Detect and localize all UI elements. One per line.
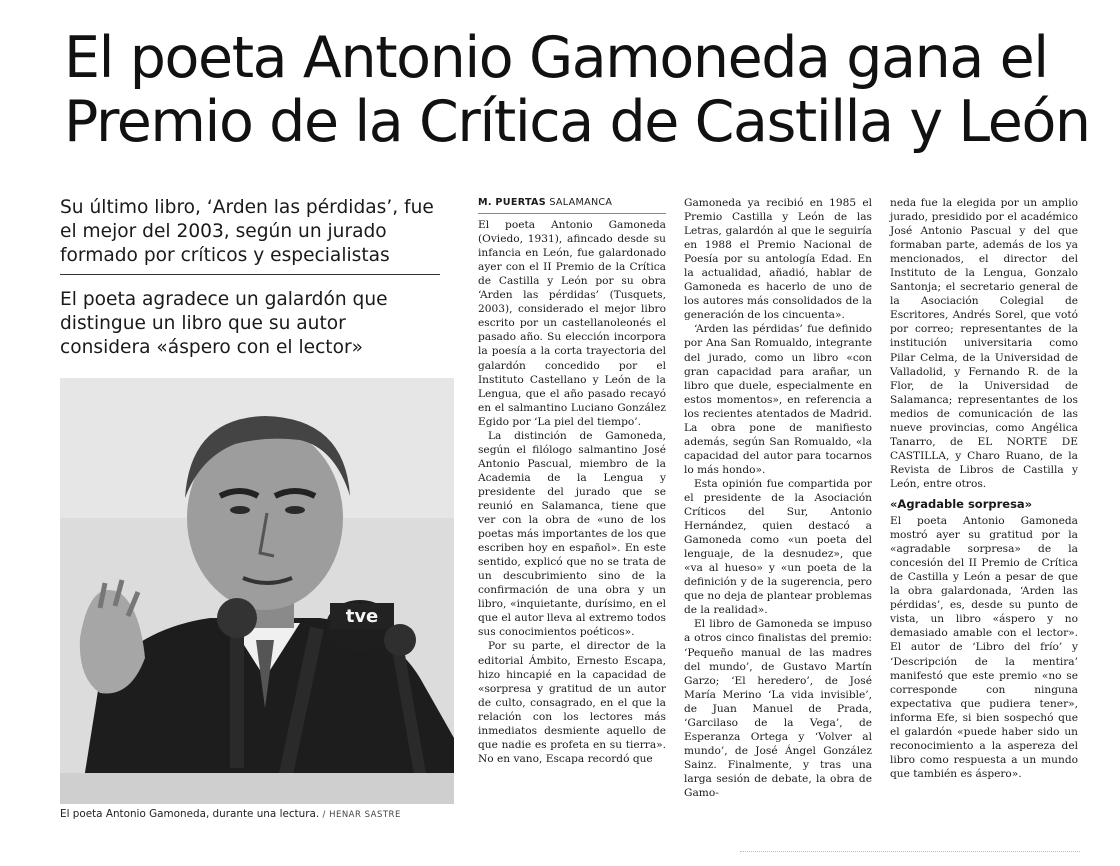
article-paragraph: Por su parte, el director de la editorial Ámbito, Ernesto Escapa, hizo hincapié en la capacidad de «sorpresa y gratitud de un autor de culto, consagrado, en el que la relación con los lectores más inmediatos desmiente aquello de que nadie es profeta en su tierra». No en vano, Escapa recordó que xyxy=(478,640,666,765)
headline-line-2: Premio de la Crítica de Castilla y León xyxy=(64,89,1090,155)
bottom-rule xyxy=(740,851,1080,853)
article-paragraph: neda fue la elegida por un amplio jurado, presidido por el académico José Antonio Pascual y del que formaban parte, además de los ya mencionados, el director del Instituto de la Lengua, Gonzalo Santonja; el secretario general de la Asociación Colegial de Escritores, Andrés Sorel, que votó por correo; representantes de la institución universitaria como Pilar Celma, de la Universidad de Valladolid, y Fernando R. de la Flor, de la Universidad de Salamanca; representantes de los medios de comunicación de las nueve provincias, como Angélica Tanarro, de EL NORTE DE CASTILLA, y Charo Ruano, de la Revista de Libros de Castilla y León, entre otros. xyxy=(890,197,1078,490)
byline-author: M. PUERTAS xyxy=(478,197,546,208)
photo-caption-text: El poeta Antonio Gamoneda, durante una lectura. xyxy=(60,808,320,820)
deck-secondary-line-2: distingue un libro que su autor xyxy=(60,313,346,334)
deck-secondary-line-1: El poeta agradece un galardón que xyxy=(60,289,388,310)
deck-primary-line-3: formado por críticos y especialistas xyxy=(60,245,390,266)
article-subhead: «Agradable sorpresa» xyxy=(890,496,1033,511)
deck-primary-line-2: el mejor del 2003, según un jurado xyxy=(60,221,387,242)
article-paragraph: La distinción de Gamoneda, según el filólogo salmantino José Antonio Pascual, miembro de la Academia de la Lengua y presidente del jurado que se reunió en Salamanca, tiene que ver con la obra de «uno de los poetas más importantes de los que escriben hoy en español». En este sentido, explicó que no se trata de un descubrimiento sino de la confirmación de una obra y un libro, «inquietante, durísimo, en el que el autor lleva al extremo todos sus conocimientos poéticos». xyxy=(478,429,666,639)
article-column-3 xyxy=(890,196,1078,781)
article-paragraph: El poeta Antonio Gamoneda (Oviedo, 1931), afincado desde su infancia en León, fue galardonado ayer con el II Premio de la Crítica de Castilla y León por su obra ‘Arden las pérdidas’ (Tusquets, 2003), considerado el mejor libro escrito por un castellanoleonés el pasado año. Su elección incorpora la poesía a la corta trayectoria del galardón concedido por el Instituto Castellano y León de la Lengua, que el año pasado recayó en el salmantino Luciano González Egido por ‘La piel del tiempo’. xyxy=(478,219,666,428)
article-column-2 xyxy=(684,196,872,800)
poet-photo xyxy=(60,378,454,804)
deck-secondary xyxy=(60,288,440,360)
deck-primary-line-1: Su último libro, ‘Arden las pérdidas’, fue xyxy=(60,197,434,218)
article-paragraph: Gamoneda ya recibió en 1985 el Premio Castilla y León de las Letras, galardón al que le seguiría en 1988 el Premio Nacional de Poesía por su antología Edad. En la actualidad, añadió, hablar de Gamoneda es hacerlo de uno de los autores más consolidados de la generación de los cincuenta». xyxy=(684,197,872,322)
article-paragraph: ‘Arden las pérdidas’ fue definido por Ana San Romualdo, integrante del jurado, como un libro «con gran capacidad para arañar, un libro que duele, especialmente en estos momentos», en referencia a los recientes atentados de Madrid. La obra pone de manifiesto además, según San Romualdo, «la capacidad del autor para tocarnos lo más hondo». xyxy=(684,323,872,476)
byline-city: SALAMANCA xyxy=(549,197,613,208)
article-paragraph: Esta opinión fue compartida por el presidente de la Asociación Críticos del Sur, Antonio Hernández, quien destacó a Gamoneda como «un poeta del lenguaje, de la desnudez», que «va al hueso» y «un poeta de la definición y de la sugerencia, pero que no deja de plantear problemas de la realidad». xyxy=(684,477,872,617)
deck-primary xyxy=(60,196,440,275)
tve-logo: tve xyxy=(345,606,379,627)
article-paragraph: El poeta Antonio Gamoneda mostró ayer su gratitud por la «agradable sorpresa» de la concesión del II Premio de Crítica de Castilla y León a pesar de que la obra galardonada, ‘Arden las pérdidas’, es, desde su punto de vista, un libro «áspero y no demasiado amable con el lector». El autor de ‘Libro del frío’ y ‘Descripción de la mentira’ manifestó que este premio «no se corresponde con ninguna expectativa que pudiera tener», informa Efe, si bien sospechó que el galardón «puede haber sido un reconocimiento a la aspereza del libro como respuesta a un mundo que también es áspero». xyxy=(890,515,1078,780)
headline xyxy=(64,26,1094,154)
article-column-1 xyxy=(478,196,666,766)
poet-photo-illustration xyxy=(60,378,454,804)
photo-credit: HENAR SASTRE xyxy=(329,810,401,820)
deck-secondary-line-3: considera «áspero con el lector» xyxy=(60,337,363,358)
headline-line-1: El poeta Antonio Gamoneda gana el xyxy=(64,25,1048,91)
article-paragraph: El libro de Gamoneda se impuso a otros cinco finalistas del premio: ‘Pequeño manual de las madres del mundo’, de Gustavo Martín Garzo; ‘El heredero’, de José María Merino ‘La vida invisible’, de Juan Manuel de Prada, ‘Garcilaso de la Vega’, de Esperanza Ortega y ‘Volver al mundo’, de José Ángel González Sainz. Finalmente, y tras una larga sesión de debate, la obra de Gamo- xyxy=(684,618,872,799)
byline xyxy=(478,196,666,214)
photo-credit-separator: / xyxy=(322,810,330,820)
photo-caption xyxy=(60,808,460,820)
